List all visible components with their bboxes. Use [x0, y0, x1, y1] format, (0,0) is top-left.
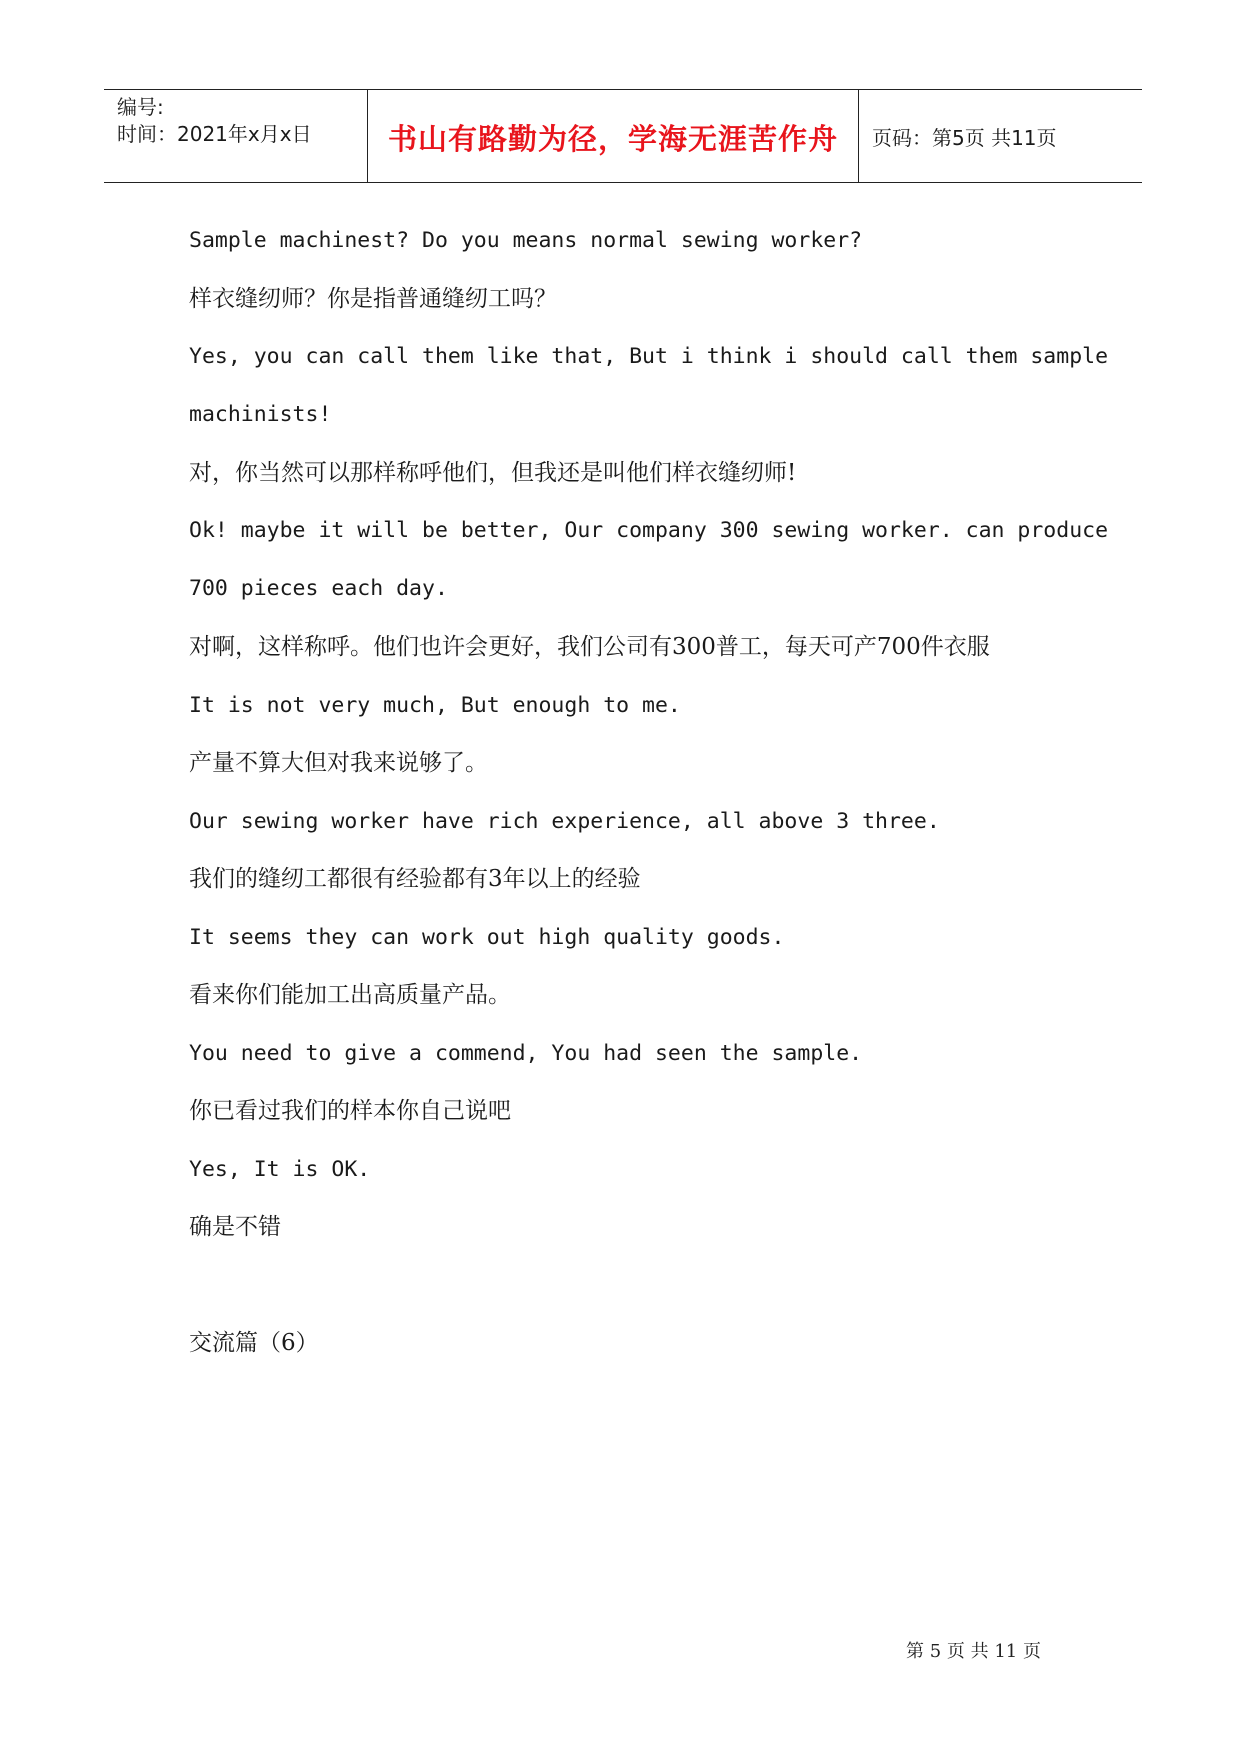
dialogue-line-zh: 确是不错: [189, 1214, 281, 1240]
header-page-cell: [859, 90, 1142, 182]
dialogue-line-en: Our sewing worker have rich experience, all above 3 three.: [189, 809, 940, 834]
dialogue-line-zh: 对，你当然可以那样称呼他们，但我还是叫他们样衣缝纫师!: [189, 460, 797, 486]
document-time-label: 时间：2021年x月x日: [117, 122, 312, 146]
section-heading: 交流篇（6）: [189, 1330, 319, 1356]
dialogue-line-en: Sample machinest? Do you means normal sewing worker?: [189, 228, 863, 253]
dialogue-line-zh: 我们的缝纫工都很有经验都有3年以上的经验: [189, 866, 641, 892]
dialogue-line-en: 700 pieces each day.: [189, 576, 448, 601]
dialogue-line-zh: 产量不算大但对我来说够了。: [189, 750, 488, 776]
page-footer-number: 第 5 页 共 11 页: [906, 1641, 1041, 1662]
page-header: [104, 89, 1142, 183]
dialogue-line-zh: 看来你们能加工出高质量产品。: [189, 982, 511, 1008]
dialogue-line-en: Yes, you can call them like that, But i think i should call them sample: [189, 344, 1109, 369]
dialogue-line-en: You need to give a commend, You had seen the sample.: [189, 1041, 863, 1066]
dialogue-line-en: Yes, It is OK.: [189, 1157, 371, 1182]
dialogue-line-en: Ok! maybe it will be better, Our company 300 sewing worker. can produce: [189, 518, 1109, 543]
dialogue-line-en: machinists!: [189, 402, 332, 427]
header-motto-cell: [368, 90, 859, 182]
dialogue-line-en: It is not very much, But enough to me.: [189, 693, 681, 718]
header-meta-cell: [104, 90, 368, 182]
dialogue-line-en: It seems they can work out high quality goods.: [189, 925, 785, 950]
header-motto: 书山有路勤为径，学海无涯苦作舟: [387, 121, 838, 156]
dialogue-line-zh: 你已看过我们的样本你自己说吧: [189, 1098, 511, 1124]
document-code-label: 编号:: [117, 95, 164, 119]
dialogue-line-zh: 对啊，这样称呼。他们也许会更好，我们公司有300普工，每天可产700件衣服: [189, 634, 990, 660]
header-page-number: 页码：第5页 共11页: [872, 125, 1057, 150]
dialogue-line-zh: 样衣缝纫师？你是指普通缝纫工吗？: [189, 286, 557, 312]
